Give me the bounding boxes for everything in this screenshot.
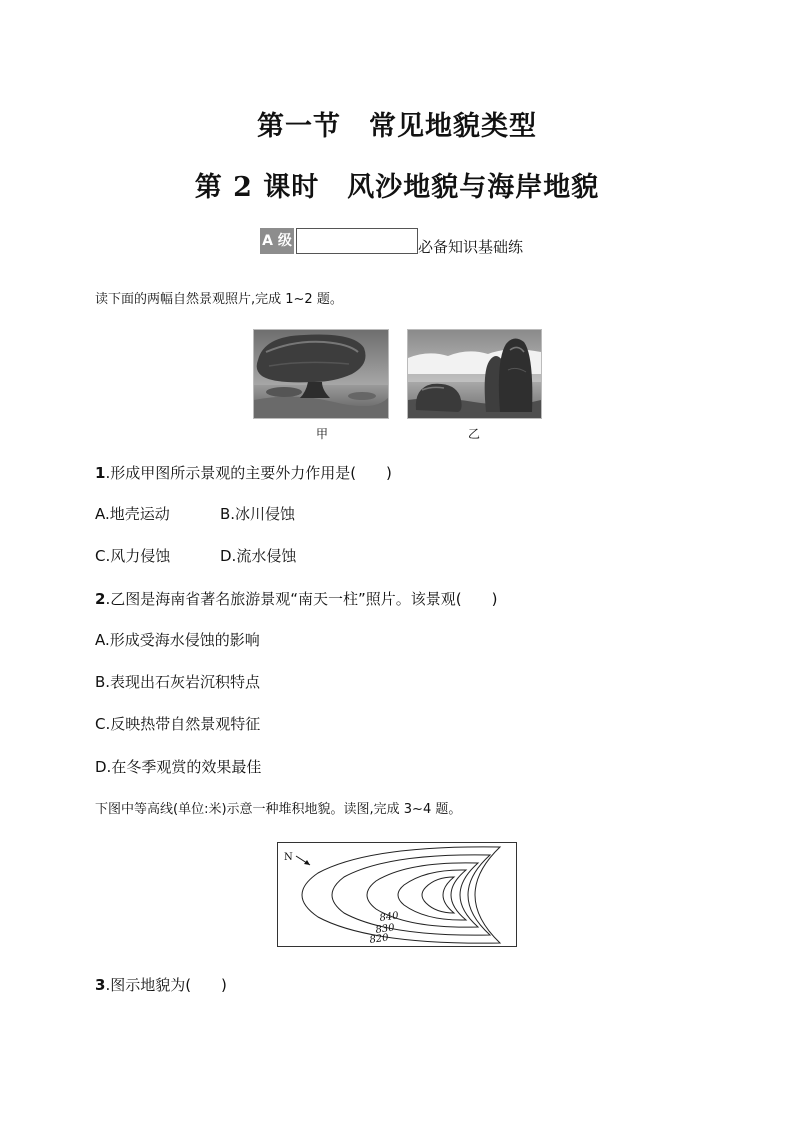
contour-830 — [332, 855, 490, 935]
contour-inner-1 — [398, 870, 466, 920]
q2-option-b: B.表现出石灰岩沉积特点 — [95, 673, 261, 691]
question-3-stem: .图示地貌为( ) — [105, 976, 227, 994]
question-3-number: 3 — [95, 976, 106, 994]
q1-option-d: D.流水侵蚀 — [220, 547, 297, 565]
question-3 — [95, 974, 227, 995]
q1-option-c: C.风力侵蚀 — [95, 547, 171, 565]
photo-jia-caption: 甲 — [316, 427, 329, 441]
photo-yi — [407, 329, 542, 419]
stone-pillars-image — [408, 330, 541, 418]
q2-option-d: D.在冬季观赏的效果最佳 — [95, 758, 262, 776]
lesson-title: 第 2 课时 风沙地貌与海岸地貌 — [194, 172, 600, 203]
q2-option-c: C.反映热带自然景观特征 — [95, 715, 261, 733]
contour-label-840: 840 — [378, 910, 400, 924]
question-1 — [95, 462, 392, 483]
section-title: 第一节 常见地貌类型 — [257, 111, 537, 142]
contour-label-830: 830 — [374, 922, 396, 936]
question-2-stem: .乙图是海南省著名旅游景观“南天一柱”照片。该景观( ) — [105, 590, 498, 608]
level-badge: A 级 — [260, 228, 294, 254]
q1-option-b: B.冰川侵蚀 — [220, 505, 296, 523]
mushroom-rock-image — [254, 330, 388, 418]
contour-inner-2 — [422, 877, 454, 913]
contour-label-820: 820 — [368, 932, 390, 946]
q1-option-a: A.地壳运动 — [95, 505, 170, 523]
question-2-number: 2 — [95, 590, 106, 608]
arrow-head-icon — [304, 860, 310, 865]
contour-map — [277, 842, 517, 947]
question-2 — [95, 588, 497, 609]
intro-text-2: 下图中等高线(单位:米)示意一种堆积地貌。读图,完成 3~4 题。 — [95, 802, 462, 817]
photo-yi-caption: 乙 — [468, 427, 481, 441]
question-1-stem: .形成甲图所示景观的主要外力作用是( ) — [105, 464, 392, 482]
q2-option-a: A.形成受海水侵蚀的影响 — [95, 631, 260, 649]
level-label: 必备知识基础练 — [418, 238, 524, 256]
barchan-dune-contours — [278, 843, 516, 946]
question-1-number: 1 — [95, 464, 106, 482]
photo-jia — [253, 329, 389, 419]
intro-text-1: 读下面的两幅自然景观照片,完成 1~2 题。 — [95, 292, 343, 307]
level-box — [296, 228, 418, 254]
north-label: N — [284, 852, 293, 863]
